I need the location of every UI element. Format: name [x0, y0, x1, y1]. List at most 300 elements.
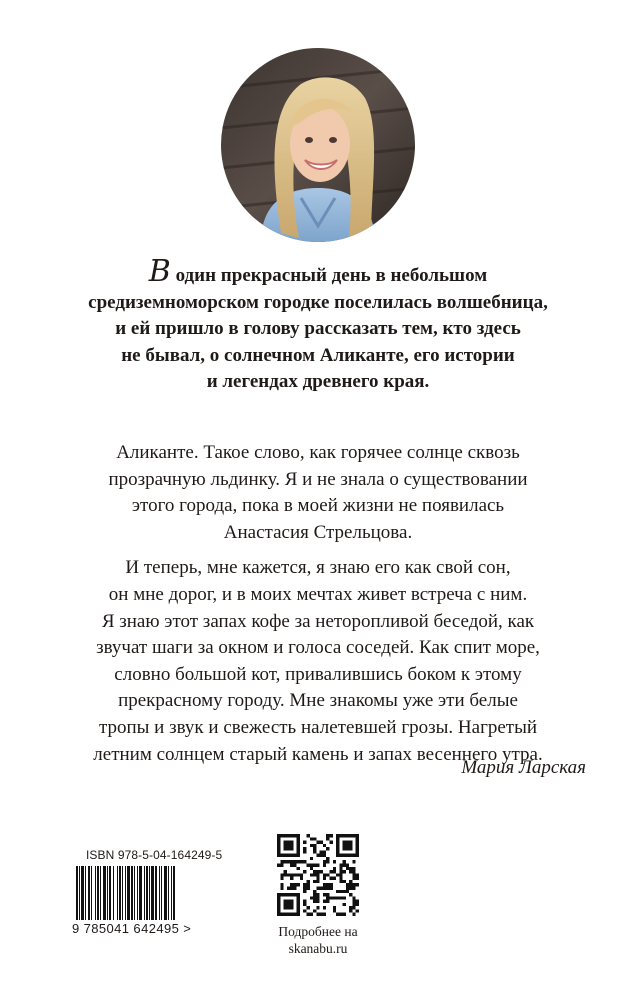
- intro-line: и ей пришло в голову рассказать тем, кто здесь: [115, 318, 521, 339]
- qr-module: [323, 844, 326, 847]
- barcode-bar: [159, 866, 160, 920]
- intro-line: не бывал, о солнечном Аликанте, его истории: [121, 344, 515, 366]
- qr-module: [336, 834, 339, 837]
- qr-module: [307, 906, 310, 909]
- qr-module: [310, 837, 313, 840]
- qr-module: [290, 913, 293, 916]
- qr-module: [316, 854, 319, 857]
- qr-module: [280, 886, 283, 889]
- qr-module: [277, 906, 280, 909]
- qr-module: [339, 890, 342, 893]
- qr-module: [290, 886, 293, 889]
- qr-module: [339, 873, 342, 876]
- qr-module: [287, 886, 290, 889]
- qr-module: [326, 883, 329, 886]
- qr-module: [316, 913, 319, 916]
- barcode-bar: [122, 866, 123, 920]
- qr-module: [290, 847, 293, 850]
- qr-module: [336, 844, 339, 847]
- qr-module: [326, 860, 329, 863]
- qr-module: [333, 867, 336, 870]
- qr-module: [346, 883, 349, 886]
- qr-module: [333, 877, 336, 880]
- qr-module: [339, 880, 342, 883]
- qr-module: [290, 883, 293, 886]
- qr-module: [313, 837, 316, 840]
- intro-line: и легендах древнего края.: [206, 371, 430, 392]
- qr-module: [316, 893, 319, 896]
- qr-module: [316, 886, 319, 889]
- qr-module: [349, 841, 352, 844]
- barcode-bar: [127, 866, 130, 920]
- barcode-bar: [139, 866, 142, 920]
- qr-module: [297, 854, 300, 857]
- qr-module: [310, 864, 313, 867]
- qr-module: [323, 877, 326, 880]
- qr-module: [313, 850, 316, 853]
- qr-module: [290, 900, 293, 903]
- qr-module: [303, 870, 306, 873]
- qr-module: [346, 841, 349, 844]
- essay-paragraph-1: [30, 440, 606, 546]
- qr-module: [303, 890, 306, 893]
- qr-module: [280, 864, 283, 867]
- qr-module: [287, 893, 290, 896]
- qr-module: [313, 890, 316, 893]
- qr-module: [349, 834, 352, 837]
- isbn-barcode: [74, 866, 224, 920]
- qr-module: [313, 896, 316, 899]
- qr-module: [346, 847, 349, 850]
- qr-module: [356, 903, 359, 906]
- qr-module: [349, 867, 352, 870]
- barcode-bar: [100, 866, 101, 920]
- qr-module: [280, 873, 283, 876]
- qr-module: [287, 873, 290, 876]
- qr-module: [333, 896, 336, 899]
- qr-module: [343, 844, 346, 847]
- qr-module: [356, 844, 359, 847]
- qr-module: [313, 870, 316, 873]
- qr-module: [343, 834, 346, 837]
- qr-module: [280, 877, 283, 880]
- drop-cap: В: [148, 254, 171, 289]
- barcode-bar: [144, 866, 145, 920]
- qr-caption-link[interactable]: skanabu.ru: [288, 941, 348, 956]
- qr-module: [293, 864, 296, 867]
- qr-module: [323, 854, 326, 857]
- qr-module: [310, 873, 313, 876]
- qr-module: [356, 841, 359, 844]
- qr-module: [329, 896, 332, 899]
- qr-module: [303, 850, 306, 853]
- qr-caption-line: Подробнее на: [278, 924, 358, 939]
- qr-module: [297, 837, 300, 840]
- qr-module: [323, 906, 326, 909]
- qr-module: [303, 883, 306, 886]
- qr-module: [290, 877, 293, 880]
- qr-module: [336, 896, 339, 899]
- qr-module: [323, 864, 326, 867]
- barcode-bar: [125, 866, 126, 920]
- qr-module: [287, 844, 290, 847]
- qr-module: [333, 906, 336, 909]
- qr-module: [280, 854, 283, 857]
- qr-module: [313, 864, 316, 867]
- qr-module: [356, 834, 359, 837]
- qr-module: [303, 900, 306, 903]
- qr-module: [310, 844, 313, 847]
- qr-module: [316, 896, 319, 899]
- essay-line: тропы и звук и свежесть налетевшей грозы. Нагретый: [98, 716, 538, 738]
- qr-module: [307, 913, 310, 916]
- qr-module: [326, 896, 329, 899]
- qr-module: [356, 883, 359, 886]
- qr-module: [329, 841, 332, 844]
- qr-module: [307, 864, 310, 867]
- qr-module: [336, 854, 339, 857]
- qr-module: [329, 883, 332, 886]
- essay-line: Анастасия Стрельцова.: [223, 521, 413, 543]
- qr-module: [284, 834, 287, 837]
- qr-module: [303, 841, 306, 844]
- qr-module: [356, 873, 359, 876]
- qr-module: [287, 900, 290, 903]
- qr-module: [293, 873, 296, 876]
- qr-module: [352, 860, 355, 863]
- barcode-bar: [149, 866, 150, 920]
- qr-module: [326, 886, 329, 889]
- qr-module: [297, 850, 300, 853]
- qr-module: [320, 850, 323, 853]
- qr-module: [287, 834, 290, 837]
- barcode-bar: [117, 866, 118, 920]
- qr-module: [297, 841, 300, 844]
- qr-module: [284, 870, 287, 873]
- qr-caption: [258, 923, 378, 957]
- qr-module: [346, 890, 349, 893]
- qr-module: [280, 883, 283, 886]
- barcode-bar: [164, 866, 167, 920]
- qr-module: [277, 903, 280, 906]
- barcode-bar: [107, 866, 108, 920]
- qr-module: [343, 864, 346, 867]
- qr-module: [297, 900, 300, 903]
- qr-module: [284, 900, 287, 903]
- qr-module: [287, 841, 290, 844]
- qr-module: [352, 873, 355, 876]
- barcode-bar: [88, 866, 90, 920]
- qr-module: [333, 909, 336, 912]
- qr-module: [349, 906, 352, 909]
- qr-module: [352, 900, 355, 903]
- qr-module: [277, 909, 280, 912]
- qr-module: [313, 844, 316, 847]
- qr-module: [329, 834, 332, 837]
- qr-module: [343, 913, 346, 916]
- qr-module: [303, 860, 306, 863]
- qr-module: [313, 847, 316, 850]
- barcode-bar: [131, 866, 133, 920]
- qr-module: [290, 860, 293, 863]
- qr-module: [313, 909, 316, 912]
- qr-module: [297, 906, 300, 909]
- qr-module: [303, 847, 306, 850]
- barcode-bar: [173, 866, 175, 920]
- qr-module: [323, 886, 326, 889]
- barcode-digits: 9 785041 642495 >: [72, 921, 192, 936]
- essay-line: летним солнцем старый камень и запах весеннего утра.: [93, 743, 543, 765]
- barcode-bar: [161, 866, 162, 920]
- qr-module: [277, 893, 280, 896]
- barcode-bar: [103, 866, 106, 920]
- qr-module: [307, 883, 310, 886]
- qr-module: [349, 847, 352, 850]
- qr-module: [320, 854, 323, 857]
- qr-module: [284, 906, 287, 909]
- qr-module: [280, 834, 283, 837]
- qr-module: [336, 841, 339, 844]
- qr-module: [290, 893, 293, 896]
- qr-module: [284, 854, 287, 857]
- qr-module: [336, 890, 339, 893]
- qr-module: [290, 841, 293, 844]
- qr-module: [352, 870, 355, 873]
- qr-module: [277, 850, 280, 853]
- qr-module: [307, 880, 310, 883]
- qr-module: [297, 873, 300, 876]
- qr-module: [352, 913, 355, 916]
- qr-module: [316, 880, 319, 883]
- qr-module: [339, 864, 342, 867]
- qr-module: [277, 837, 280, 840]
- qr-module: [290, 844, 293, 847]
- qr-module: [277, 864, 280, 867]
- qr-module: [346, 834, 349, 837]
- signature: Мария Ларская: [461, 757, 586, 778]
- barcode-bar: [168, 866, 169, 920]
- qr-module: [290, 854, 293, 857]
- qr-module: [343, 854, 346, 857]
- qr-module: [290, 834, 293, 837]
- qr-module: [349, 909, 352, 912]
- qr-module: [352, 883, 355, 886]
- qr-module: [339, 877, 342, 880]
- essay-line: звучат шаги за окном и голоса соседей. Как спит море,: [96, 637, 540, 659]
- qr-module: [343, 860, 346, 863]
- barcode-bar: [95, 866, 96, 920]
- qr-module: [336, 873, 339, 876]
- qr-module: [343, 890, 346, 893]
- qr-module: [284, 847, 287, 850]
- qr-module: [333, 860, 336, 863]
- qr-module: [316, 873, 319, 876]
- qr-module: [323, 860, 326, 863]
- qr-module: [356, 877, 359, 880]
- qr-module: [297, 844, 300, 847]
- qr-module: [329, 886, 332, 889]
- qr-module: [297, 893, 300, 896]
- barcode-bar: [137, 866, 138, 920]
- qr-module: [303, 886, 306, 889]
- qr-module: [293, 834, 296, 837]
- qr-module: [293, 860, 296, 863]
- qr-module: [323, 873, 326, 876]
- barcode-bar: [97, 866, 99, 920]
- qr-module: [326, 834, 329, 837]
- qr-module: [336, 837, 339, 840]
- qr-module: [284, 873, 287, 876]
- essay-line: прекрасному городу. Мне знакомы уже эти белые: [118, 690, 518, 712]
- qr-module: [300, 873, 303, 876]
- qr-module: [346, 854, 349, 857]
- qr-module: [313, 900, 316, 903]
- qr-module: [297, 896, 300, 899]
- essay-line: он мне дорог, и в моих мечтах живет встреча с ним.: [108, 583, 528, 605]
- qr-module: [356, 909, 359, 912]
- qr-module: [326, 857, 329, 860]
- qr-module: [297, 860, 300, 863]
- barcode-bar: [155, 866, 157, 920]
- qr-module: [352, 886, 355, 889]
- qr-module: [280, 860, 283, 863]
- qr-module: [339, 896, 342, 899]
- essay-line: И теперь, мне кажется, я знаю его как свой сон,: [125, 557, 511, 579]
- qr-module: [290, 864, 293, 867]
- intro-line: средиземноморском городке поселилась волшебница,: [88, 291, 548, 313]
- qr-module: [297, 903, 300, 906]
- qr-module: [356, 847, 359, 850]
- intro-line: В один прекрасный день в небольшом: [148, 254, 488, 289]
- qr-module: [346, 886, 349, 889]
- qr-module: [293, 893, 296, 896]
- qr-module: [346, 867, 349, 870]
- qr-module: [277, 834, 280, 837]
- qr-module: [300, 860, 303, 863]
- essay-line: словно большой кот, привалившись боком к этому: [114, 663, 522, 685]
- qr-module: [320, 870, 323, 873]
- barcode-bar: [146, 866, 148, 920]
- qr-module: [346, 844, 349, 847]
- qr-module: [277, 896, 280, 899]
- qr-module: [326, 900, 329, 903]
- barcode-bar: [85, 866, 86, 920]
- qr-module: [352, 867, 355, 870]
- qr-module: [297, 867, 300, 870]
- qr-module: [277, 841, 280, 844]
- qr-module: [356, 837, 359, 840]
- barcode-bar: [151, 866, 154, 920]
- qr-code[interactable]: [277, 834, 359, 916]
- author-portrait-image: [221, 48, 415, 242]
- qr-module: [339, 854, 342, 857]
- qr-module: [352, 834, 355, 837]
- barcode-bar: [109, 866, 111, 920]
- qr-module: [320, 841, 323, 844]
- qr-module: [336, 913, 339, 916]
- qr-module: [339, 870, 342, 873]
- essay-text: [30, 440, 606, 768]
- qr-module: [323, 893, 326, 896]
- qr-module: [323, 883, 326, 886]
- qr-module: [310, 867, 313, 870]
- barcode-bar: [81, 866, 84, 920]
- qr-module: [336, 850, 339, 853]
- barcode-bar: [171, 866, 172, 920]
- qr-module: [313, 893, 316, 896]
- qr-module: [297, 834, 300, 837]
- qr-module: [349, 893, 352, 896]
- qr-module: [284, 844, 287, 847]
- qr-module: [287, 903, 290, 906]
- qr-module: [316, 906, 319, 909]
- qr-module: [352, 854, 355, 857]
- qr-module: [349, 870, 352, 873]
- isbn-label: ISBN 978-5-04-164249-5: [86, 848, 223, 862]
- qr-module: [300, 877, 303, 880]
- essay-paragraph-2: [30, 555, 606, 768]
- barcode-bar: [76, 866, 78, 920]
- qr-module: [326, 837, 329, 840]
- qr-module: [284, 913, 287, 916]
- qr-module: [352, 896, 355, 899]
- qr-module: [310, 857, 313, 860]
- qr-module: [293, 913, 296, 916]
- qr-module: [284, 893, 287, 896]
- essay-line: Аликанте. Такое слово, как горячее солнце сквозь: [116, 442, 520, 463]
- qr-module: [290, 906, 293, 909]
- qr-module: [293, 883, 296, 886]
- author-photo: [221, 48, 415, 242]
- qr-module: [290, 903, 293, 906]
- qr-module: [343, 880, 346, 883]
- essay-line: прозрачную льдинку. Я и не знала о существовании: [108, 468, 528, 490]
- qr-module: [307, 834, 310, 837]
- qr-module: [323, 913, 326, 916]
- qr-module: [352, 903, 355, 906]
- essay-line: Я знаю этот запах кофе за неторопливой беседой, как: [101, 610, 535, 632]
- qr-module: [316, 877, 319, 880]
- qr-module: [293, 886, 296, 889]
- qr-module: [297, 913, 300, 916]
- qr-module: [316, 870, 319, 873]
- qr-module: [277, 900, 280, 903]
- qr-module: [326, 893, 329, 896]
- qr-module: [343, 903, 346, 906]
- qr-module: [329, 870, 332, 873]
- qr-module: [297, 847, 300, 850]
- qr-module: [329, 877, 332, 880]
- qr-module: [303, 903, 306, 906]
- qr-module: [277, 847, 280, 850]
- qr-module: [287, 913, 290, 916]
- qr-module: [349, 854, 352, 857]
- qr-module: [356, 854, 359, 857]
- qr-module: [316, 841, 319, 844]
- qr-module: [310, 896, 313, 899]
- qr-module: [326, 847, 329, 850]
- qr-module: [310, 913, 313, 916]
- qr-module: [356, 850, 359, 853]
- qr-module: [316, 900, 319, 903]
- qr-module: [277, 854, 280, 857]
- qr-module: [287, 854, 290, 857]
- qr-module: [343, 847, 346, 850]
- qr-module: [349, 886, 352, 889]
- qr-module: [339, 867, 342, 870]
- qr-module: [284, 860, 287, 863]
- qr-module: [323, 850, 326, 853]
